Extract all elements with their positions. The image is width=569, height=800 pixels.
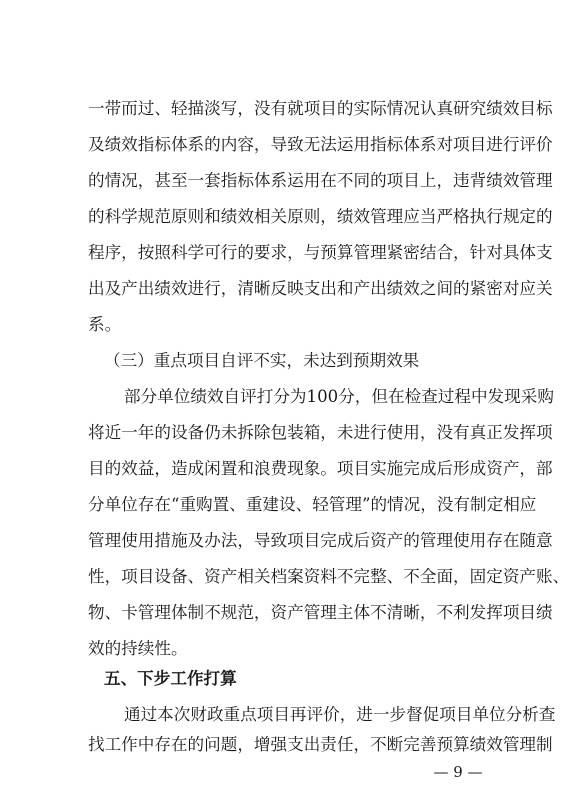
paragraph-line: 部分单位绩效自评打分为100分，但在检查过程中发现采购 xyxy=(124,387,554,406)
paragraph-line: 分单位存在“重购置、重建设、轻管理”的情况，没有制定相应 xyxy=(88,495,537,514)
paragraph-line: 系。 xyxy=(88,315,122,334)
paragraph-line: 的科学规范原则和绩效相关原则，绩效管理应当严格执行规定的 xyxy=(88,207,553,226)
page-number: — 9 — xyxy=(433,763,483,781)
paragraph-line: 通过本次财政重点项目再评价，进一步督促项目单位分析查 xyxy=(124,705,556,724)
paragraph-line: 及绩效指标体系的内容，导致无法运用指标体系对项目进行评价 xyxy=(88,135,553,154)
paragraph-line: 出及产出绩效进行，清晰反映支出和产出绩效之间的紧密对应关 xyxy=(88,279,553,298)
section-5-heading: 五、下步工作打算 xyxy=(104,669,237,688)
paragraph-line: 程序，按照科学可行的要求，与预算管理紧密结合，针对具体支 xyxy=(88,243,553,262)
paragraph-line: 管理使用措施及办法，导致项目完成后资产的管理使用存在随意 xyxy=(88,531,553,550)
paragraph-line: 性，项目设备、资产相关档案资料不完整、不全面，固定资产账、 xyxy=(88,567,569,586)
paragraph-line: 物、卡管理体制不规范，资产管理主体不清晰，不利发挥项目绩 xyxy=(88,603,553,622)
paragraph-line: 目的效益，造成闲置和浪费现象。项目实施完成后形成资产，部 xyxy=(88,459,553,478)
paragraph-line: 将近一年的设备仍未拆除包装箱，未进行使用，没有真正发挥项 xyxy=(88,423,553,442)
subheading-3: （三）重点项目自评不实，未达到预期效果 xyxy=(104,351,420,370)
paragraph-line: 效的持续性。 xyxy=(88,639,188,658)
paragraph-line: 的情况，甚至一套指标体系运用在不同的项目上，违背绩效管理 xyxy=(88,171,553,190)
paragraph-line: 一带而过、轻描淡写，没有就项目的实际情况认真研究绩效目标 xyxy=(88,99,553,118)
paragraph-line: 找工作中存在的问题，增强支出责任，不断完善预算绩效管理制 xyxy=(88,735,553,754)
